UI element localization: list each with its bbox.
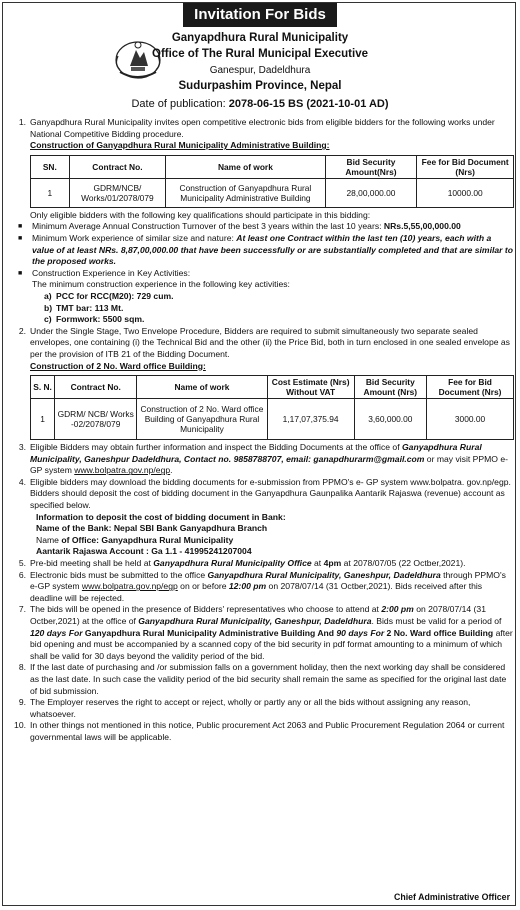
table-row [31, 178, 514, 207]
clause-number: 8. [18, 662, 26, 673]
clause-9 [6, 697, 514, 720]
table-cell: Construction of Ganyapdhura Rural Municipality Administrative Building [166, 178, 325, 207]
table-header-row [31, 376, 514, 399]
column-header: Contract No. [69, 155, 166, 178]
clause-text: or may visit PPMO e-GP system [30, 453, 508, 476]
clause-10 [6, 720, 514, 743]
activity-item [6, 303, 514, 315]
activity-item [6, 291, 514, 303]
clause-7 [6, 604, 514, 662]
clause-number: 6. [18, 569, 26, 580]
clause-text: 2 No. Ward office Building [384, 627, 494, 638]
publication-value: 2078-06-15 BS (2021-10-01 AD) [228, 98, 389, 110]
opening-office: Ganyapdhura Rural Municipality, Ganeshpur, Dadeldhura [138, 616, 372, 626]
clause-text: In other things not mentioned in this notice, Public procurement Act 2063 and Public Procurement Regulation 2064 or current governmental laws will be applicable. [30, 720, 505, 742]
qualification-value: At least one Contract within the last ten (10) years, each with a value of at least NRs. 8,87,00,000.00 that have been successfully or are substantially completed and that are similar to the proposed works. [32, 232, 513, 267]
office-name: Office of The Rural Municipal Executive [152, 48, 368, 60]
table-header-row [31, 155, 514, 178]
qualification-experience [6, 233, 514, 268]
clause-4 [6, 477, 514, 512]
eligibility-intro: Only eligible bidders with the following key qualifications should participate in this bidding: [30, 209, 371, 220]
clause-number: 10. [14, 720, 26, 731]
table-cell: Construction of 2 No. Ward office Building of Ganyapdhura Rural Municipality [137, 399, 267, 440]
table-cell: 3000.00 [427, 399, 514, 440]
activity-text: PCC for RCC(M20): 729 cum. [56, 290, 174, 301]
table-cell: 1 [31, 178, 70, 207]
province-name: Sudurpashim Province, Nepal [178, 80, 342, 92]
clause-text: on 2078/07/14 (31 Octber,2021) at the office of [30, 604, 486, 626]
clause-text: The bids will be opened in the presence of Bidders' representatives who choose to attend at [30, 604, 382, 615]
clause-text: at 2078/07/05 (22 Octber,2021). [341, 558, 466, 569]
egp-link[interactable]: www.bolpatra.gov.np/egp [74, 465, 171, 476]
validity-period: 90 days For [336, 627, 385, 638]
validity-period: 120 days For [30, 627, 83, 638]
bank-name: Name of the Bank: Nepal SBI Bank Ganyapdhura Branch [36, 523, 268, 534]
activity-label: a) [44, 290, 52, 301]
column-header: S. N. [31, 376, 55, 399]
works-heading-2: Construction of 2 No. Ward office Building: [30, 360, 206, 371]
clause-3 [6, 442, 514, 477]
qualification-text: Minimum Work experience of similar size and nature: [32, 232, 237, 243]
qualification-turnover [6, 221, 514, 233]
column-header: Fee for Bid Document (Nrs) [417, 155, 514, 178]
table-cell: 28,00,000.00 [325, 178, 417, 207]
office-label: Name [36, 534, 59, 545]
column-header: Cost Estimate (Nrs) Without VAT [267, 376, 354, 399]
publication-date [0, 98, 520, 110]
clause-number: 3. [18, 442, 26, 453]
clause-number: 5. [18, 558, 26, 569]
clause-text: Eligible bidders may download the bidding documents for e-submission from PPMO's e- GP system www.bolpatra. gov.np/egp. Bidders should deposit the cost of bidding document in the Ganyapdhura Gaunpalika Aantarik Rajaswa (revenue) account as specified below. [30, 476, 511, 511]
column-header: SN. [31, 155, 70, 178]
clause-number: 1. [18, 117, 26, 127]
clause-text: . Bids must be valid for a period of [371, 616, 502, 626]
clause-text: on or before [177, 581, 229, 592]
key-activities-intro: The minimum construction experience in the following key activities: [32, 279, 290, 290]
column-header: Name of work [166, 155, 325, 178]
clause-text: after bid opening and must be accompanied by a scanned copy of the bid security in pdf format amounting to a minimum of which shall be valid for 30 days beyond the validity period of the bid. [30, 627, 513, 661]
clause-number: 2. [18, 325, 26, 336]
notice-body [6, 117, 514, 744]
qualification-text: Minimum Average Annual Construction Turnover of the best 3 years within the last 10 years: [32, 221, 384, 232]
activity-label: c) [44, 314, 52, 325]
column-header: Name of work [137, 376, 267, 399]
clause-1 [6, 117, 514, 140]
qualification-key-activities: ■ Construction Experience in Key Activities: [6, 268, 514, 280]
office-value: of Office: Ganyapdhura Rural Municipality [58, 534, 234, 545]
office-location: Ganespur, Dadeldhura [209, 65, 311, 76]
clause-text: Under the Single Stage, Two Envelope Procedure, Bidders are required to submit simultaneously two separate sealed envelopes, one containing (i) the Technical Bid and the other (ii) the Price Bid, both in turn enclosed in one sealed envelope as per the provision of ITB 21 of the Bidding Document. [30, 325, 510, 359]
clause-text: through PPMO's e-GP system [30, 569, 506, 592]
meeting-time: 4pm [323, 558, 342, 569]
clause-number: 7. [18, 604, 26, 615]
clause-number: 4. [18, 476, 26, 487]
activity-text: Formwork: 5500 sqm. [56, 314, 145, 325]
clause-text: Eligible Bidders may obtain further information and inspect the Bidding Documents at the office of [30, 442, 402, 453]
table-wrap-2 [6, 375, 514, 440]
opening-time: 2:00 pm [381, 604, 414, 615]
column-header: Bid Security Amount (Nrs) [354, 376, 426, 399]
table-cell: 3,60,000.00 [354, 399, 426, 440]
clause-text: on 2078/07/14 (31 Octber,2021). Bids received after this deadline will be rejected. [30, 581, 483, 603]
clause-2 [6, 326, 514, 361]
activity-label: b) [44, 302, 53, 313]
table-cell: 1,17,07,375.94 [267, 399, 354, 440]
clause-text: If the last date of purchasing and /or submission falls on a government holiday, then the next working day shall be considered as the last date. In such case the validity period of the bid security shall remain the same as specified for the original last date of bid submission. [30, 662, 507, 696]
column-header: Bid Security Amount(Nrs) [325, 155, 417, 178]
bank-account: Aantarik Rajaswa Account : Ga 1.1 - 41995241207004 [36, 546, 252, 557]
bid-table-ward-office [30, 375, 514, 440]
signatory-title: Chief Administrative Officer [393, 892, 510, 902]
egp-link[interactable]: www.bolpatra.gov.np/egp [81, 581, 178, 592]
clause-text: . [170, 465, 173, 476]
works-heading-1: Construction of Ganyapdhura Rural Municipality Administrative Building: [30, 140, 330, 151]
clause-text: Electronic bids must be submitted to the office [30, 569, 208, 580]
bank-heading: Information to deposit the cost of bidding document in Bank: [36, 511, 286, 522]
notice-title: Invitation For Bids [183, 3, 337, 27]
table-wrap-1 [6, 155, 514, 208]
column-header: Contract No. [55, 376, 137, 399]
bank-office [6, 535, 514, 547]
clause-text: Ganyapdhura Rural Municipality Administrative Building And [82, 627, 337, 638]
clause-text: Ganyapdhura Rural Municipality invites open competitive electronic bids from eligible bidders for the following works under National Competitive Bidding procedure. [30, 117, 495, 139]
submission-time: 12:00 pm [228, 581, 267, 592]
column-header: Fee for Bid Document (Nrs) [427, 376, 514, 399]
table-cell: 10000.00 [417, 178, 514, 207]
publication-label: Date of publication: [131, 98, 226, 110]
submission-office: Ganyapdhura Rural Municipality, Ganeshpur, Dadeldhura [207, 569, 441, 580]
clause-6 [6, 570, 514, 605]
meeting-venue: Ganyapdhura Rural Municipality Office [153, 558, 312, 569]
clause-text: Pre-bid meeting shall be held at [30, 558, 154, 569]
clause-5 [6, 558, 514, 570]
clause-number: 9. [18, 697, 26, 708]
qualification-value: NRs.5,55,00,000.00 [383, 221, 461, 232]
bid-table-admin-building [30, 155, 514, 208]
clause-text: at [311, 558, 324, 569]
table-cell: 1 [31, 399, 55, 440]
table-row [31, 399, 514, 440]
clause-text: The Employer reserves the right to accept or reject, wholly or partly any or all the bids without assigning any reason, whatsoever. [30, 697, 471, 719]
municipality-name: Ganyapdhura Rural Municipality [171, 32, 349, 44]
clause-8 [6, 662, 514, 697]
office-contact: Ganyapdhura Rural Municipality, Ganeshpur Dadeldhura, Contact no. 9858788707, email: ganapdhurarm@gmail.com [30, 442, 482, 464]
activity-item [6, 314, 514, 326]
table-cell: GDRM/ NCB/ Works -02/2078/079 [55, 399, 137, 440]
table-cell: GDRM/NCB/ Works/01/2078/079 [69, 178, 166, 207]
activity-text: TMT bar: 113 Mt. [56, 302, 124, 313]
